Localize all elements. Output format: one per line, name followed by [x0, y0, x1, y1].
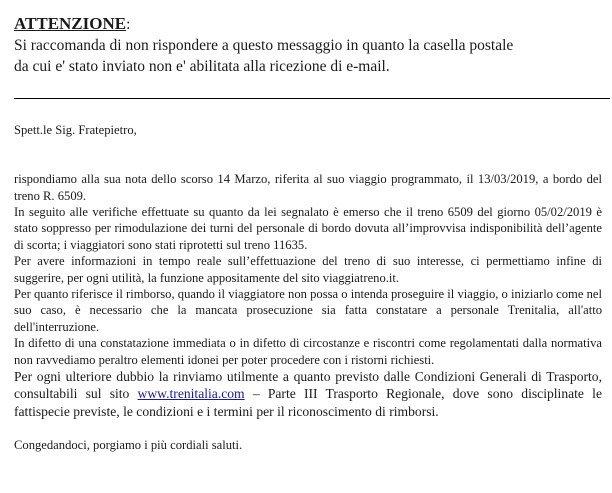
notice-heading [14, 13, 604, 35]
notice-title-colon: : [126, 16, 131, 33]
paragraph-conditions [14, 368, 602, 420]
salutation: Spett.le Sig. Fratepietro, [14, 123, 137, 137]
notice-line-1: Si raccomanda di non rispondere a questo messaggio in quanto la casella postale [14, 37, 514, 54]
notice-line-2: da cui e' stato inviato non e' abilitata alla ricezione di e-mail. [14, 58, 390, 75]
blank-line [14, 420, 602, 436]
trenitalia-link[interactable]: www.trenitalia.com [137, 386, 245, 402]
blank-line [14, 155, 602, 171]
notice-title: ATTENZIONE [14, 14, 127, 33]
paragraph-info: Per avere informazioni in tempo reale sull’effettuazione del treno di suo interesse, ci permettiamo infine di suggerire, per ogni utilità, la funzione appositamente del sito viaggiatreno.it. [14, 254, 602, 285]
letter-body [14, 122, 602, 453]
conditions-text-before: Per ogni ulteriore dubbio la rinviamo utilmente a quanto previsto dalle Condizioni Generali di Trasporto, consultabili sul sito [14, 369, 602, 402]
closing: Congedandoci, porgiamo i più cordiali saluti. [14, 437, 243, 452]
warning-notice [14, 13, 604, 77]
paragraph-default: In difetto di una constatazione immediata o in difetto di circostanze e riscontri come regolamentati dalla normativa non ravvediamo peraltro elementi idonei per poter procedere con i ristorni richiesti. [14, 336, 602, 367]
separator-line [14, 98, 610, 99]
paragraph-refund: Per quanto riferisce il rimborso, quando il viaggiatore non possa o intenda proseguire il viaggio, o iniziarlo come nel suo caso, è necessario che la mancata prosecuzione sia fatta constatare a personale Trenitalia, all'atto dell'interruzione. [14, 287, 602, 334]
conditions-text-after: – Parte III Trasporto Regionale, dove sono disciplinate le fattispecie previste, le condizioni e i termini per il riconoscimento di rimborsi. [14, 386, 602, 419]
paragraph-verification: In seguito alle verifiche effettuate su quanto da lei segnalato è emerso che il treno 6509 del giorno 05/02/2019 è stato soppresso per rimodulazione dei turni del personale di bordo dovuta all’improvvisa indisponibilità dell’agente di scorta; i viaggiatori sono stati riprotetti sul treno 11635. [14, 205, 602, 252]
paragraph-reply: rispondiamo alla sua nota dello scorso 14 Marzo, riferita al suo viaggio programmato, il 13/03/2019, a bordo del treno R. 6509. [14, 172, 602, 203]
blank-line [14, 138, 602, 154]
